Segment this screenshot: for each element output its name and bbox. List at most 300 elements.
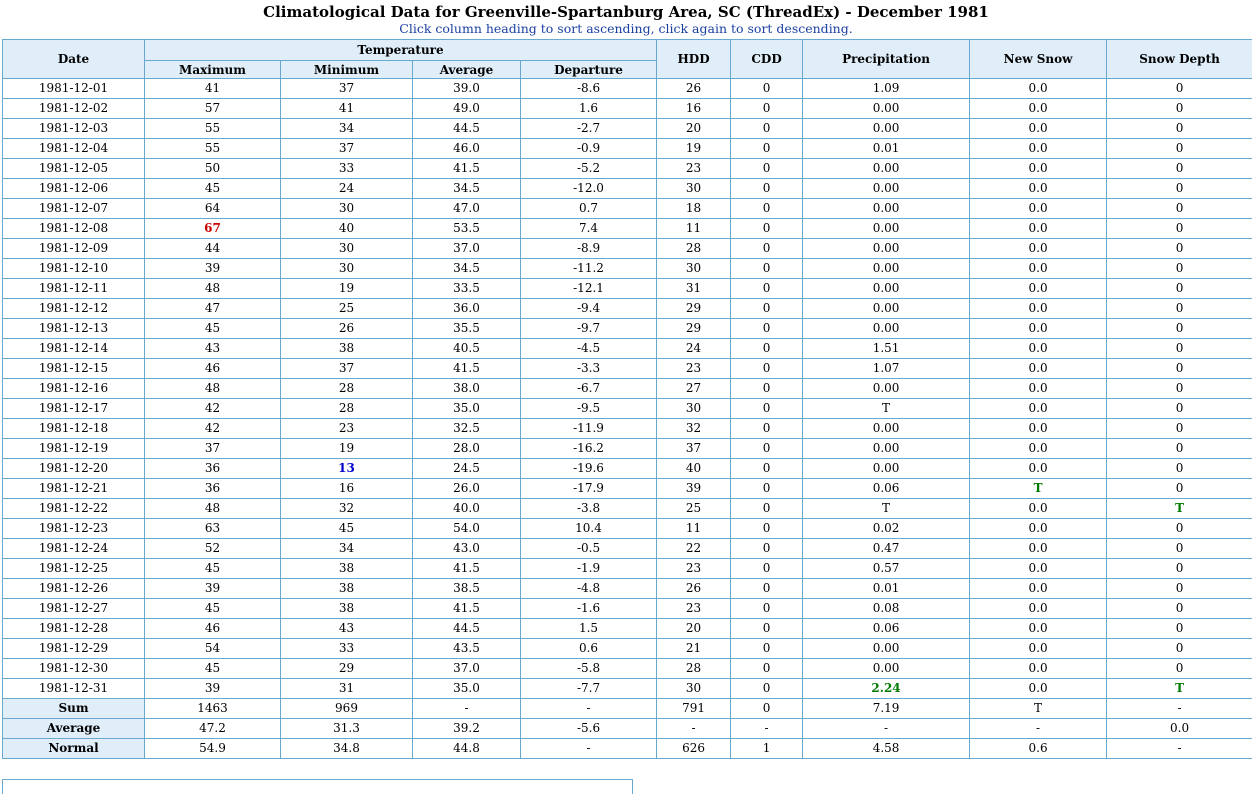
- data-cell: 34.5: [413, 259, 521, 279]
- data-cell: 0.0: [970, 79, 1107, 99]
- data-cell: 0: [731, 399, 803, 419]
- data-cell: 38: [281, 579, 413, 599]
- data-cell: 0.0: [970, 619, 1107, 639]
- data-cell: 0.06: [803, 479, 970, 499]
- data-cell: 24: [281, 179, 413, 199]
- data-cell: 18: [657, 199, 731, 219]
- date-cell: 1981-12-19: [3, 439, 145, 459]
- data-cell: 37: [281, 79, 413, 99]
- date-cell: 1981-12-26: [3, 579, 145, 599]
- data-cell: 0: [1107, 339, 1252, 359]
- data-cell: 25: [281, 299, 413, 319]
- data-cell: -8.6: [521, 79, 657, 99]
- data-cell: 0: [1107, 299, 1252, 319]
- table-row: [3, 539, 1252, 559]
- data-cell: 55: [145, 139, 281, 159]
- summary-cell: 44.8: [413, 739, 521, 759]
- data-cell: 0: [731, 619, 803, 639]
- data-cell: 0: [1107, 479, 1252, 499]
- summary-cell: 47.2: [145, 719, 281, 739]
- data-cell: -5.8: [521, 659, 657, 679]
- table-row: [3, 359, 1252, 379]
- data-cell: 47: [145, 299, 281, 319]
- data-cell: 35.0: [413, 399, 521, 419]
- data-cell: 0.00: [803, 659, 970, 679]
- column-header-date[interactable]: Date: [3, 40, 145, 79]
- data-cell: 0.00: [803, 179, 970, 199]
- data-cell: 47.0: [413, 199, 521, 219]
- date-cell: 1981-12-22: [3, 499, 145, 519]
- data-cell: 38: [281, 339, 413, 359]
- table-body: [3, 79, 1252, 699]
- data-cell: -3.8: [521, 499, 657, 519]
- data-cell: 38.5: [413, 579, 521, 599]
- data-cell: 0.00: [803, 319, 970, 339]
- column-header-maximum[interactable]: Maximum: [145, 61, 281, 79]
- date-cell: 1981-12-04: [3, 139, 145, 159]
- data-cell: -1.9: [521, 559, 657, 579]
- data-cell: 33: [281, 159, 413, 179]
- data-cell: 0.00: [803, 159, 970, 179]
- data-cell: 28.0: [413, 439, 521, 459]
- column-header-cdd[interactable]: CDD: [731, 40, 803, 79]
- data-cell: 43: [145, 339, 281, 359]
- data-cell: 0: [731, 379, 803, 399]
- table-row: [3, 459, 1252, 479]
- data-cell: 0: [731, 419, 803, 439]
- column-header-departure[interactable]: Departure: [521, 61, 657, 79]
- table-row: [3, 219, 1252, 239]
- data-cell: 27: [657, 379, 731, 399]
- data-cell: 1.5: [521, 619, 657, 639]
- data-cell: 0: [731, 179, 803, 199]
- data-cell: 30: [657, 259, 731, 279]
- data-cell: 16: [657, 99, 731, 119]
- summary-cell: T: [970, 699, 1107, 719]
- data-cell: 0: [731, 499, 803, 519]
- data-cell: 0.00: [803, 239, 970, 259]
- data-cell: 0: [731, 99, 803, 119]
- data-cell: -16.2: [521, 439, 657, 459]
- summary-cell: 39.2: [413, 719, 521, 739]
- data-cell: 0.00: [803, 259, 970, 279]
- data-cell: -6.7: [521, 379, 657, 399]
- data-cell: 28: [281, 399, 413, 419]
- data-cell: -12.0: [521, 179, 657, 199]
- data-cell: 0: [731, 579, 803, 599]
- data-cell: 40.0: [413, 499, 521, 519]
- data-cell: 0: [1107, 639, 1252, 659]
- data-cell: 37.0: [413, 239, 521, 259]
- column-header-precipitation[interactable]: Precipitation: [803, 40, 970, 79]
- date-cell: 1981-12-01: [3, 79, 145, 99]
- data-cell: 34: [281, 119, 413, 139]
- table-row: [3, 199, 1252, 219]
- date-cell: 1981-12-12: [3, 299, 145, 319]
- summary-cell: 626: [657, 739, 731, 759]
- data-cell: 45: [145, 319, 281, 339]
- summary-cell: 1: [731, 739, 803, 759]
- data-cell: 23: [657, 359, 731, 379]
- data-cell: 0.0: [970, 659, 1107, 679]
- data-cell: 0.01: [803, 139, 970, 159]
- data-cell: 46: [145, 619, 281, 639]
- data-cell: 0: [1107, 399, 1252, 419]
- date-cell: 1981-12-18: [3, 419, 145, 439]
- data-cell: 0: [731, 439, 803, 459]
- summary-cell: 34.8: [281, 739, 413, 759]
- summary-label: Average: [3, 719, 145, 739]
- data-cell: 30: [657, 179, 731, 199]
- data-cell: 29: [657, 319, 731, 339]
- date-cell: 1981-12-02: [3, 99, 145, 119]
- data-cell: 0.0: [970, 259, 1107, 279]
- data-cell: 11: [657, 219, 731, 239]
- data-cell: 0.0: [970, 359, 1107, 379]
- data-cell: -11.9: [521, 419, 657, 439]
- data-cell: 44.5: [413, 619, 521, 639]
- data-cell: 34.5: [413, 179, 521, 199]
- data-cell: -5.2: [521, 159, 657, 179]
- data-cell: 48: [145, 379, 281, 399]
- summary-cell: 54.9: [145, 739, 281, 759]
- data-cell: 0: [731, 199, 803, 219]
- table-row: [3, 499, 1252, 519]
- data-cell: 46: [145, 359, 281, 379]
- data-cell: 16: [281, 479, 413, 499]
- data-cell: 0.0: [970, 219, 1107, 239]
- data-cell: 0: [1107, 659, 1252, 679]
- data-cell: 40.5: [413, 339, 521, 359]
- data-cell: 0.00: [803, 439, 970, 459]
- date-cell: 1981-12-05: [3, 159, 145, 179]
- data-cell: 64: [145, 199, 281, 219]
- column-header-snow-depth[interactable]: Snow Depth: [1107, 40, 1252, 79]
- data-cell: 1.6: [521, 99, 657, 119]
- data-cell: 0: [1107, 279, 1252, 299]
- data-cell: -12.1: [521, 279, 657, 299]
- data-cell: 0: [731, 539, 803, 559]
- data-cell: 0.0: [970, 559, 1107, 579]
- data-cell: 0: [1107, 379, 1252, 399]
- data-cell: 40: [657, 459, 731, 479]
- data-cell: 30: [657, 679, 731, 699]
- data-cell: 43.0: [413, 539, 521, 559]
- summary-cell: -: [521, 739, 657, 759]
- data-cell: -0.9: [521, 139, 657, 159]
- table-row: [3, 619, 1252, 639]
- data-cell: 63: [145, 519, 281, 539]
- date-cell: 1981-12-24: [3, 539, 145, 559]
- data-cell: 0: [731, 219, 803, 239]
- table-row: [3, 399, 1252, 419]
- data-cell: 0: [1107, 579, 1252, 599]
- data-cell: 45: [145, 659, 281, 679]
- table-row: [3, 239, 1252, 259]
- data-cell: 0.00: [803, 219, 970, 239]
- data-cell: 45: [145, 559, 281, 579]
- data-cell: 52: [145, 539, 281, 559]
- date-cell: 1981-12-06: [3, 179, 145, 199]
- data-cell: 0: [731, 559, 803, 579]
- summary-cell: 1463: [145, 699, 281, 719]
- data-cell: 0.00: [803, 419, 970, 439]
- data-cell: 0: [1107, 459, 1252, 479]
- page-title: Climatological Data for Greenville-Spartanburg Area, SC (ThreadEx) - December 1981: [0, 3, 1252, 21]
- data-cell: 0: [731, 239, 803, 259]
- column-header-minimum[interactable]: Minimum: [281, 61, 413, 79]
- data-cell: 0.00: [803, 279, 970, 299]
- table-row: [3, 639, 1252, 659]
- date-cell: 1981-12-29: [3, 639, 145, 659]
- data-cell: 0: [731, 519, 803, 539]
- data-cell: 0: [731, 659, 803, 679]
- data-cell: 0.0: [970, 339, 1107, 359]
- data-cell: 0.0: [970, 379, 1107, 399]
- data-cell: 7.4: [521, 219, 657, 239]
- data-cell: 22: [657, 539, 731, 559]
- data-cell: 39: [145, 579, 281, 599]
- data-cell: 24: [657, 339, 731, 359]
- summary-cell: -: [803, 719, 970, 739]
- date-cell: 1981-12-21: [3, 479, 145, 499]
- data-cell: -2.7: [521, 119, 657, 139]
- data-cell: 30: [281, 199, 413, 219]
- data-cell: 35.5: [413, 319, 521, 339]
- data-cell: 36: [145, 479, 281, 499]
- data-cell: 2.24: [803, 679, 970, 699]
- data-cell: 42: [145, 399, 281, 419]
- data-cell: -7.7: [521, 679, 657, 699]
- data-cell: 0: [731, 459, 803, 479]
- summary-cell: 791: [657, 699, 731, 719]
- table-row: [3, 139, 1252, 159]
- data-cell: 48: [145, 279, 281, 299]
- data-cell: 33.5: [413, 279, 521, 299]
- summary-row: [3, 699, 1252, 719]
- data-cell: 0: [731, 359, 803, 379]
- data-cell: 67: [145, 219, 281, 239]
- data-cell: 45: [145, 179, 281, 199]
- data-cell: -11.2: [521, 259, 657, 279]
- data-cell: 41.5: [413, 159, 521, 179]
- data-cell: 13: [281, 459, 413, 479]
- data-cell: 0: [731, 679, 803, 699]
- data-cell: 0.47: [803, 539, 970, 559]
- data-cell: 40: [281, 219, 413, 239]
- data-cell: 31: [657, 279, 731, 299]
- data-cell: 0.0: [970, 579, 1107, 599]
- data-cell: 0: [731, 319, 803, 339]
- summary-cell: 969: [281, 699, 413, 719]
- date-cell: 1981-12-23: [3, 519, 145, 539]
- table-row: [3, 179, 1252, 199]
- data-cell: 28: [281, 379, 413, 399]
- data-cell: 45: [145, 599, 281, 619]
- data-cell: 28: [657, 239, 731, 259]
- table-row: [3, 279, 1252, 299]
- data-cell: 41.5: [413, 359, 521, 379]
- date-cell: 1981-12-15: [3, 359, 145, 379]
- data-cell: 0.06: [803, 619, 970, 639]
- data-cell: 0: [731, 279, 803, 299]
- data-cell: 0.0: [970, 119, 1107, 139]
- data-cell: 0.0: [970, 99, 1107, 119]
- data-cell: 0: [1107, 179, 1252, 199]
- date-cell: 1981-12-16: [3, 379, 145, 399]
- data-cell: 34: [281, 539, 413, 559]
- date-cell: 1981-12-07: [3, 199, 145, 219]
- data-cell: 53.5: [413, 219, 521, 239]
- table-row: [3, 379, 1252, 399]
- data-cell: 1.51: [803, 339, 970, 359]
- date-cell: 1981-12-20: [3, 459, 145, 479]
- data-cell: -0.5: [521, 539, 657, 559]
- data-cell: 43: [281, 619, 413, 639]
- data-cell: 44.5: [413, 119, 521, 139]
- summary-cell: 0: [731, 699, 803, 719]
- data-cell: 0: [1107, 539, 1252, 559]
- data-cell: 10.4: [521, 519, 657, 539]
- data-cell: 54.0: [413, 519, 521, 539]
- date-cell: 1981-12-10: [3, 259, 145, 279]
- data-cell: 29: [657, 299, 731, 319]
- table-row: [3, 159, 1252, 179]
- data-cell: -4.5: [521, 339, 657, 359]
- column-header-average[interactable]: Average: [413, 61, 521, 79]
- data-cell: 26: [657, 79, 731, 99]
- date-cell: 1981-12-13: [3, 319, 145, 339]
- data-cell: 0.0: [970, 499, 1107, 519]
- data-cell: 0.0: [970, 279, 1107, 299]
- data-cell: 44: [145, 239, 281, 259]
- data-cell: 0.00: [803, 299, 970, 319]
- data-cell: 0.01: [803, 579, 970, 599]
- data-cell: 41: [145, 79, 281, 99]
- data-cell: 28: [657, 659, 731, 679]
- data-cell: 0: [1107, 359, 1252, 379]
- summary-cell: -: [1107, 699, 1252, 719]
- summary-label: Normal: [3, 739, 145, 759]
- data-cell: 0: [1107, 519, 1252, 539]
- date-cell: 1981-12-25: [3, 559, 145, 579]
- summary-cell: 31.3: [281, 719, 413, 739]
- data-cell: 1.07: [803, 359, 970, 379]
- data-cell: 0: [731, 79, 803, 99]
- summary-cell: 0.6: [970, 739, 1107, 759]
- table-row: [3, 339, 1252, 359]
- data-cell: 0: [731, 259, 803, 279]
- data-cell: 0.0: [970, 419, 1107, 439]
- data-cell: 11: [657, 519, 731, 539]
- data-cell: 0.0: [970, 539, 1107, 559]
- data-cell: 33: [281, 639, 413, 659]
- data-cell: 32: [657, 419, 731, 439]
- data-cell: T: [803, 499, 970, 519]
- summary-row: [3, 739, 1252, 759]
- data-cell: 0.00: [803, 379, 970, 399]
- data-cell: 36: [145, 459, 281, 479]
- data-cell: 0: [731, 299, 803, 319]
- data-cell: 23: [657, 559, 731, 579]
- data-cell: -17.9: [521, 479, 657, 499]
- column-header-hdd[interactable]: HDD: [657, 40, 731, 79]
- data-cell: 26: [657, 579, 731, 599]
- data-cell: 43.5: [413, 639, 521, 659]
- table-row: [3, 579, 1252, 599]
- summary-cell: -: [731, 719, 803, 739]
- data-cell: 30: [657, 399, 731, 419]
- data-cell: 0: [731, 159, 803, 179]
- date-cell: 1981-12-17: [3, 399, 145, 419]
- data-cell: 24.5: [413, 459, 521, 479]
- table-row: [3, 659, 1252, 679]
- data-cell: 0.57: [803, 559, 970, 579]
- footer-note-box: [2, 779, 633, 794]
- data-cell: -8.9: [521, 239, 657, 259]
- data-cell: 23: [281, 419, 413, 439]
- data-cell: 54: [145, 639, 281, 659]
- summary-label: Sum: [3, 699, 145, 719]
- summary-cell: -: [657, 719, 731, 739]
- data-cell: 0.0: [970, 299, 1107, 319]
- data-cell: 35.0: [413, 679, 521, 699]
- data-cell: 0: [1107, 199, 1252, 219]
- data-cell: 38: [281, 559, 413, 579]
- data-cell: 39.0: [413, 79, 521, 99]
- date-cell: 1981-12-27: [3, 599, 145, 619]
- table-row: [3, 479, 1252, 499]
- data-cell: 19: [281, 279, 413, 299]
- summary-body: [3, 699, 1252, 759]
- data-cell: 0: [731, 339, 803, 359]
- data-cell: 37: [281, 359, 413, 379]
- data-cell: 0.6: [521, 639, 657, 659]
- data-cell: 0: [1107, 79, 1252, 99]
- data-cell: 0: [731, 139, 803, 159]
- data-cell: 32: [281, 499, 413, 519]
- table-row: [3, 679, 1252, 699]
- data-cell: 0: [1107, 239, 1252, 259]
- data-cell: 0: [1107, 439, 1252, 459]
- data-cell: -9.4: [521, 299, 657, 319]
- data-cell: 0: [1107, 99, 1252, 119]
- data-cell: 38.0: [413, 379, 521, 399]
- data-cell: T: [803, 399, 970, 419]
- data-cell: 50: [145, 159, 281, 179]
- data-cell: 42: [145, 419, 281, 439]
- data-cell: 0: [1107, 559, 1252, 579]
- table-row: [3, 419, 1252, 439]
- data-cell: 0: [1107, 159, 1252, 179]
- data-cell: 0: [731, 479, 803, 499]
- date-cell: 1981-12-31: [3, 679, 145, 699]
- data-cell: 25: [657, 499, 731, 519]
- data-cell: 0.0: [970, 599, 1107, 619]
- summary-cell: -5.6: [521, 719, 657, 739]
- date-cell: 1981-12-09: [3, 239, 145, 259]
- data-cell: T: [1107, 499, 1252, 519]
- data-cell: T: [1107, 679, 1252, 699]
- data-cell: 0.0: [970, 399, 1107, 419]
- sort-instructions: Click column heading to sort ascending, click again to sort descending.: [0, 21, 1252, 37]
- column-header-new-snow[interactable]: New Snow: [970, 40, 1107, 79]
- data-cell: 21: [657, 639, 731, 659]
- data-cell: 0.0: [970, 519, 1107, 539]
- data-cell: 37.0: [413, 659, 521, 679]
- data-cell: 0.0: [970, 439, 1107, 459]
- data-cell: 41: [281, 99, 413, 119]
